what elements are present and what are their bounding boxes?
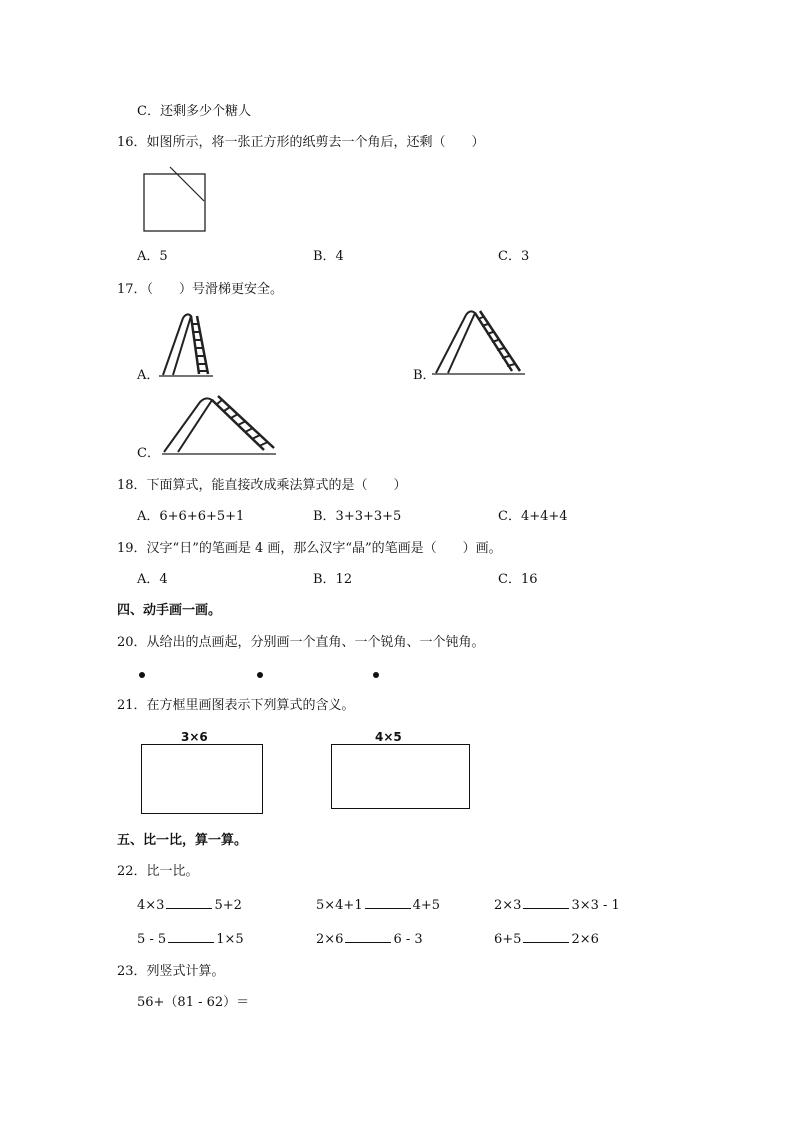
q18-stem: 18．下面算式，能直接改成乘法算式的是（ ）	[117, 478, 407, 493]
answer-blank[interactable]	[166, 896, 212, 909]
slide-b-figure	[430, 305, 530, 380]
q23-expression: 56+（81 - 62）＝	[137, 995, 250, 1010]
compare-item	[494, 896, 620, 915]
q18-option-b: B．3+3+3+5	[313, 509, 402, 524]
compare-right: 1×5	[216, 932, 244, 947]
compare-left: 5×4+1	[316, 898, 363, 913]
q19-stem: 19．汉字“日”的笔画是 4 画，那么汉字“晶”的笔画是（ ）画。	[117, 541, 502, 556]
compare-left: 4×3	[137, 898, 165, 913]
q17-label-c: C．	[137, 446, 160, 461]
answer-blank[interactable]	[523, 930, 569, 943]
section-4-heading: 四、动手画一画。	[117, 603, 222, 618]
slide-a-figure	[155, 310, 225, 380]
compare-item	[137, 930, 244, 949]
drawing-box[interactable]	[331, 744, 470, 809]
compare-right: 6 - 3	[393, 932, 423, 947]
q23-stem: 23．列竖式计算。	[117, 964, 225, 979]
compare-left: 2×3	[494, 898, 522, 913]
compare-right: 2×6	[571, 932, 599, 947]
q17-label-b: B．	[413, 368, 436, 383]
q19-option-b: B．12	[313, 572, 353, 587]
start-dot	[139, 672, 145, 678]
q19-option-c: C．16	[498, 572, 538, 587]
q16-option-b: B．4	[313, 249, 344, 264]
q17-label-a: A．	[137, 368, 160, 383]
q16-option-a: A．5	[137, 249, 168, 264]
q17-stem: 17．（ ）号滑梯更安全。	[117, 282, 284, 297]
answer-blank[interactable]	[168, 930, 214, 943]
q18-option-a: A．6+6+6+5+1	[137, 509, 245, 524]
compare-item	[494, 930, 599, 949]
drawing-box[interactable]	[141, 744, 263, 814]
q18-option-c: C．4+4+4	[498, 509, 568, 524]
answer-blank[interactable]	[365, 896, 411, 909]
compare-item	[137, 896, 242, 915]
compare-left: 5 - 5	[137, 932, 167, 947]
cut-square-figure	[138, 165, 213, 235]
compare-left: 6+5	[494, 932, 522, 947]
answer-blank[interactable]	[523, 896, 569, 909]
box-label-3x6: 3×6	[181, 730, 208, 744]
q16-stem: 16．如图所示，将一张正方形的纸剪去一个角后，还剩（ ）	[117, 135, 485, 150]
start-dot	[257, 672, 263, 678]
box-label-4x5: 4×5	[375, 730, 402, 744]
q19-option-a: A．4	[137, 572, 168, 587]
compare-right: 5+2	[214, 898, 242, 913]
compare-item	[316, 930, 423, 949]
slide-c-figure	[160, 390, 280, 460]
compare-item	[316, 896, 440, 915]
q16-option-c: C．3	[498, 249, 530, 264]
compare-right: 3×3 - 1	[571, 898, 620, 913]
start-dot	[373, 672, 379, 678]
answer-blank[interactable]	[345, 930, 391, 943]
q15-option-c: C．还剩多少个糖人	[137, 104, 251, 119]
section-5-heading: 五、比一比，算一算。	[117, 833, 248, 848]
q21-stem: 21．在方框里画图表示下列算式的含义。	[117, 698, 355, 713]
compare-right: 4+5	[412, 898, 441, 913]
q20-stem: 20．从给出的点画起，分别画一个直角、一个锐角、一个钝角。	[117, 635, 485, 650]
q22-stem: 22．比一比。	[117, 864, 199, 879]
compare-left: 2×6	[316, 932, 344, 947]
